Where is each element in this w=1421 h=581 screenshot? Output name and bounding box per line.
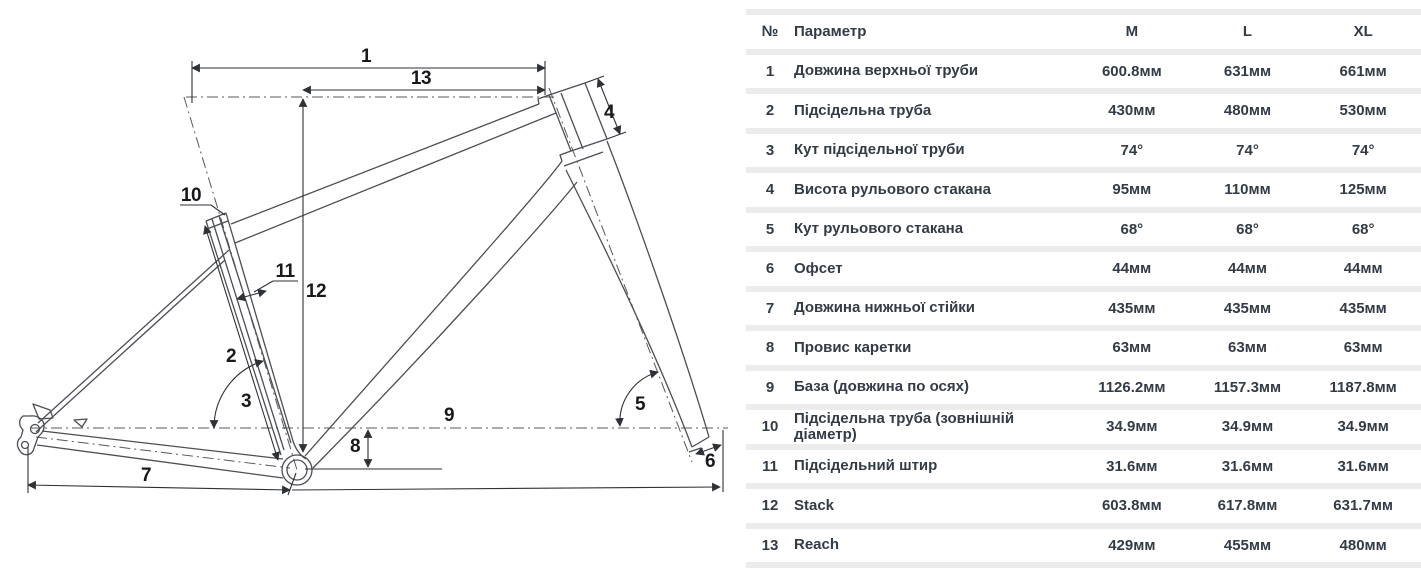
frame-outline — [17, 83, 709, 485]
callout-2: 2 — [225, 346, 237, 367]
cell-m: 429мм — [1108, 536, 1156, 554]
cell-l: 31.6мм — [1221, 457, 1274, 475]
cell-xl: 34.9мм — [1337, 418, 1389, 436]
table-row — [746, 325, 1421, 365]
col-header-m: M — [1125, 23, 1139, 41]
cell-m: 74° — [1120, 141, 1144, 159]
col-header-xl: XL — [1353, 23, 1373, 41]
cell-num: 5 — [765, 220, 775, 238]
cell-param: База (довжина по осях) — [794, 378, 969, 396]
cell-xl: 44мм — [1343, 260, 1383, 278]
cell-l: 34.9мм — [1221, 418, 1274, 436]
cell-l: 455мм — [1223, 536, 1272, 554]
cell-l: 435мм — [1223, 299, 1272, 317]
callout-6: 6 — [704, 451, 716, 472]
callout-7: 7 — [140, 465, 152, 486]
callout-4: 4 — [603, 102, 615, 123]
cell-xl: 530мм — [1339, 102, 1387, 120]
table-row — [746, 207, 1421, 247]
table-row — [746, 246, 1421, 286]
cell-num: 8 — [765, 339, 775, 357]
cell-m: 600.8мм — [1101, 62, 1162, 80]
cell-l: 74° — [1236, 141, 1259, 159]
callout-3: 3 — [240, 391, 252, 412]
cell-xl: 661мм — [1339, 62, 1387, 80]
cell-xl: 1187.8мм — [1329, 378, 1397, 396]
cell-param: Підсідельна труба — [794, 101, 932, 119]
table-row — [746, 286, 1421, 326]
table-bottom-separator — [746, 562, 1421, 568]
table-row — [746, 523, 1421, 563]
cell-param: Stack — [794, 496, 835, 514]
cell-xl: 125мм — [1339, 181, 1387, 199]
cell-param: Провис каретки — [794, 338, 912, 356]
cell-num: 10 — [761, 418, 779, 436]
cell-num: 1 — [765, 62, 775, 80]
cell-param: Кут рульового стакана — [794, 220, 964, 238]
cell-xl: 63мм — [1343, 339, 1383, 357]
cell-l: 1157.3мм — [1213, 378, 1282, 396]
center-axes — [30, 88, 728, 470]
cell-l: 110мм — [1224, 181, 1271, 199]
cell-num: 9 — [765, 378, 775, 396]
cell-l: 617.8мм — [1217, 497, 1278, 515]
cell-l: 44мм — [1228, 260, 1267, 278]
callout-11: 11 — [275, 261, 295, 282]
cell-num: 2 — [765, 102, 775, 120]
cell-param: Кут підсідельної труби — [794, 141, 965, 159]
cell-m: 44мм — [1112, 260, 1152, 278]
geometry-table — [746, 0, 1421, 568]
table-header-row — [746, 9, 1421, 49]
callout-8: 8 — [349, 436, 361, 457]
callout-1: 1 — [360, 46, 372, 67]
cell-m: 1126.2мм — [1098, 378, 1166, 396]
col-header-l: L — [1242, 23, 1253, 41]
cell-param: Висота рульового стакана — [794, 180, 991, 198]
cell-num: 7 — [765, 299, 775, 317]
cell-num: 4 — [765, 181, 775, 199]
cell-num: 6 — [765, 260, 775, 278]
callout-13: 13 — [410, 68, 432, 89]
cell-num: 11 — [762, 457, 778, 475]
callout-10: 10 — [180, 185, 202, 206]
cell-l: 63мм — [1228, 339, 1267, 357]
callout-12: 12 — [305, 281, 327, 302]
cell-xl: 435мм — [1339, 299, 1387, 317]
cell-xl: 480мм — [1339, 536, 1387, 554]
cell-xl: 68° — [1351, 220, 1375, 238]
table-row — [746, 404, 1421, 444]
rear-axle — [31, 425, 40, 434]
table-row — [746, 128, 1421, 168]
table-row — [746, 49, 1421, 89]
cell-num: 12 — [761, 497, 779, 515]
table-body — [746, 49, 1421, 563]
callout-9: 9 — [443, 405, 455, 426]
callout-5: 5 — [634, 394, 646, 415]
cell-m: 430мм — [1108, 102, 1156, 120]
cell-param: Довжина нижньої стійки — [794, 299, 976, 317]
cell-num: 13 — [761, 536, 779, 554]
cell-m: 68° — [1120, 220, 1144, 238]
cell-m: 34.9мм — [1106, 418, 1158, 436]
table-row — [746, 167, 1421, 207]
cell-m: 435мм — [1108, 299, 1156, 317]
cell-l: 631мм — [1223, 62, 1272, 80]
cell-param: Підсідельна труба (зовнішній діаметр) — [794, 410, 1015, 443]
cell-xl: 31.6мм — [1337, 457, 1389, 475]
cell-l: 68° — [1236, 220, 1259, 238]
cell-param: Підсідельний штир — [794, 457, 938, 475]
cell-l: 480мм — [1223, 102, 1272, 120]
cell-m: 63мм — [1112, 339, 1152, 357]
cell-param: Довжина верхньої труби — [794, 62, 979, 80]
cell-xl: 631.7мм — [1333, 497, 1394, 515]
table-row — [746, 483, 1421, 523]
col-header-num: № — [761, 23, 779, 41]
cell-m: 31.6мм — [1106, 457, 1158, 475]
cell-num: 3 — [765, 141, 775, 159]
cell-xl: 74° — [1351, 141, 1375, 159]
cell-param: Reach — [794, 536, 840, 554]
cell-m: 95мм — [1112, 181, 1152, 199]
col-header-param: Параметр — [794, 22, 867, 40]
cell-m: 603.8мм — [1101, 497, 1162, 515]
cell-param: Офсет — [794, 259, 843, 277]
table-row — [746, 365, 1421, 405]
table-row — [746, 88, 1421, 128]
table-row — [746, 444, 1421, 484]
